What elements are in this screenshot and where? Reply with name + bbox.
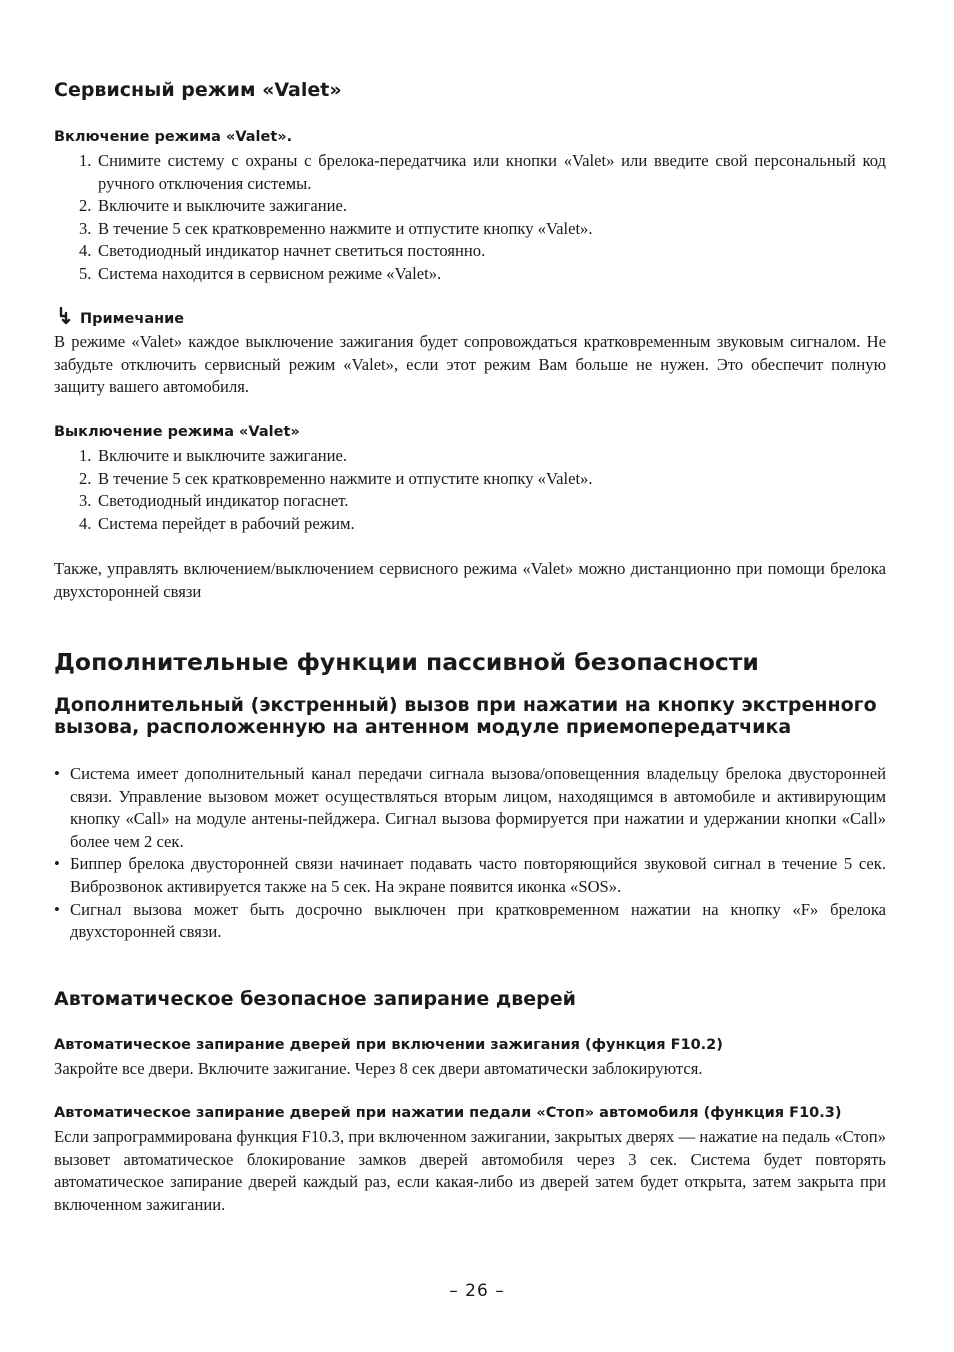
note-text: В режиме «Valet» каждое выключение зажигания будет сопровождаться кратковременным звуковым сигналом. Не забудьте отключить сервисный режим «Valet», если этот режим Вам больше не нужен. Это обеспечит полную защиту вашего автомобиля.	[54, 332, 886, 397]
bullet-text: Система имеет дополнительный канал передачи сигнала вызова/оповещенния владельцу брелока двусторонней связи. Управление вызовом может осуществляться вторым лицом, находящимся в автомобиле и активирующим кнопку «Call» на модуле антены-пейджера. Сигнал вызова формируется при нажатии и удержании кнопки «Call» более чем 2 сек.	[70, 764, 886, 851]
auto-lock-ignition-text: Закройте все двери. Включите зажигание. Через 8 сек двери автоматически заблокируются.	[54, 1059, 703, 1078]
page-number: – 26 –	[449, 1281, 505, 1301]
bullet-icon: •	[54, 854, 60, 874]
step-number: 4.	[79, 513, 92, 533]
list-item	[54, 853, 886, 898]
step-text: Система находится в сервисном режиме «Valet».	[98, 263, 442, 283]
step-number: 2.	[79, 196, 92, 216]
list-item	[54, 468, 886, 491]
step-number: 1.	[79, 446, 92, 465]
step-number: 4.	[79, 241, 92, 261]
subheading-auto-lock-ignition: Автоматическое запирание дверей при включении зажигания (функция F10.2)	[54, 1037, 723, 1053]
step-number: 3.	[79, 491, 92, 511]
subheading-auto-lock: Автоматическое безопасное запирание дверей	[54, 988, 576, 1010]
bullet-text: Биппер брелока двусторонней связи начинает подавать часто повторяющийся звуковой сигнал в течение 5 сек. Виброзвонок активируется также на 5 сек. На экране появится иконка «SOS».	[70, 854, 886, 896]
step-text: В течение 5 сек кратковременно нажмите и отпустите кнопку «Valet».	[98, 468, 593, 488]
list-item	[54, 195, 886, 218]
auto-lock-brake-text: Если запрограммирована функция F10.3, при включенном зажигании, закрытых дверях — нажатие на педаль «Стоп» вызовет автоматическое блокирование замков дверей автомобиля через 3 сек. Система будет повторять автоматическое запирание дверей каждый раз, если какая-либо из дверей затем будет открыта, затем закрыта при включенном зажигании.	[54, 1127, 886, 1214]
bullet-icon: •	[54, 899, 60, 919]
list-item	[54, 513, 886, 536]
list-item	[54, 763, 886, 853]
step-text: Светодиодный индикатор начнет светиться постоянно.	[98, 241, 486, 261]
step-text: Система перейдет в рабочий режим.	[98, 513, 355, 533]
list-item	[54, 899, 886, 944]
bullet-text: Сигнал вызова может быть досрочно выключен при кратковременном нажатии на кнопку «F» брелока двухсторонней связи.	[70, 899, 886, 942]
step-text: Светодиодный индикатор погаснет.	[98, 491, 349, 511]
step-text: Снимите систему с охраны с брелока-передатчика или кнопки «Valet» или введите свой персональный код ручного отключения системы.	[98, 151, 886, 193]
subheading-disable-valet: Выключение режима «Valet»	[54, 424, 300, 440]
subheading-emergency-call: Дополнительный (экстренный) вызов при нажатии на кнопку экстренного вызова, расположенную на антенном модуле приемопередатчика	[54, 694, 877, 738]
step-number: 3.	[79, 218, 92, 238]
bullet-icon: •	[54, 764, 60, 783]
list-item	[54, 490, 886, 513]
step-text: Включите и выключите зажигание.	[98, 446, 347, 465]
list-item	[54, 263, 886, 286]
subheading-enable-valet: Включение режима «Valet».	[54, 129, 293, 145]
emergency-call-bullets	[54, 763, 886, 944]
list-item	[54, 240, 886, 263]
step-number: 2.	[79, 468, 92, 488]
step-number: 1.	[79, 151, 92, 170]
enable-valet-steps	[54, 150, 886, 286]
note-heading: Примечание	[80, 311, 185, 327]
step-text: В течение 5 сек кратковременно нажмите и отпустите кнопку «Valet».	[98, 218, 593, 238]
note-pin-icon	[57, 307, 71, 327]
section-heading-valet: Сервисный режим «Valet»	[54, 79, 342, 101]
list-item	[54, 445, 886, 468]
list-item	[54, 150, 886, 195]
list-item	[54, 218, 886, 241]
section-heading-passive-safety: Дополнительные функции пассивной безопасности	[54, 648, 759, 676]
subheading-auto-lock-brake: Автоматическое запирание дверей при нажатии педали «Стоп» автомобиля (функция F10.3)	[54, 1105, 842, 1121]
step-number: 5.	[79, 263, 92, 283]
remote-valet-text: Также, управлять включением/выключением сервисного режима «Valet» можно дистанционно при помощи брелока двухсторонней связи	[54, 559, 886, 601]
step-text: Включите и выключите зажигание.	[98, 196, 347, 216]
disable-valet-steps	[54, 445, 886, 535]
